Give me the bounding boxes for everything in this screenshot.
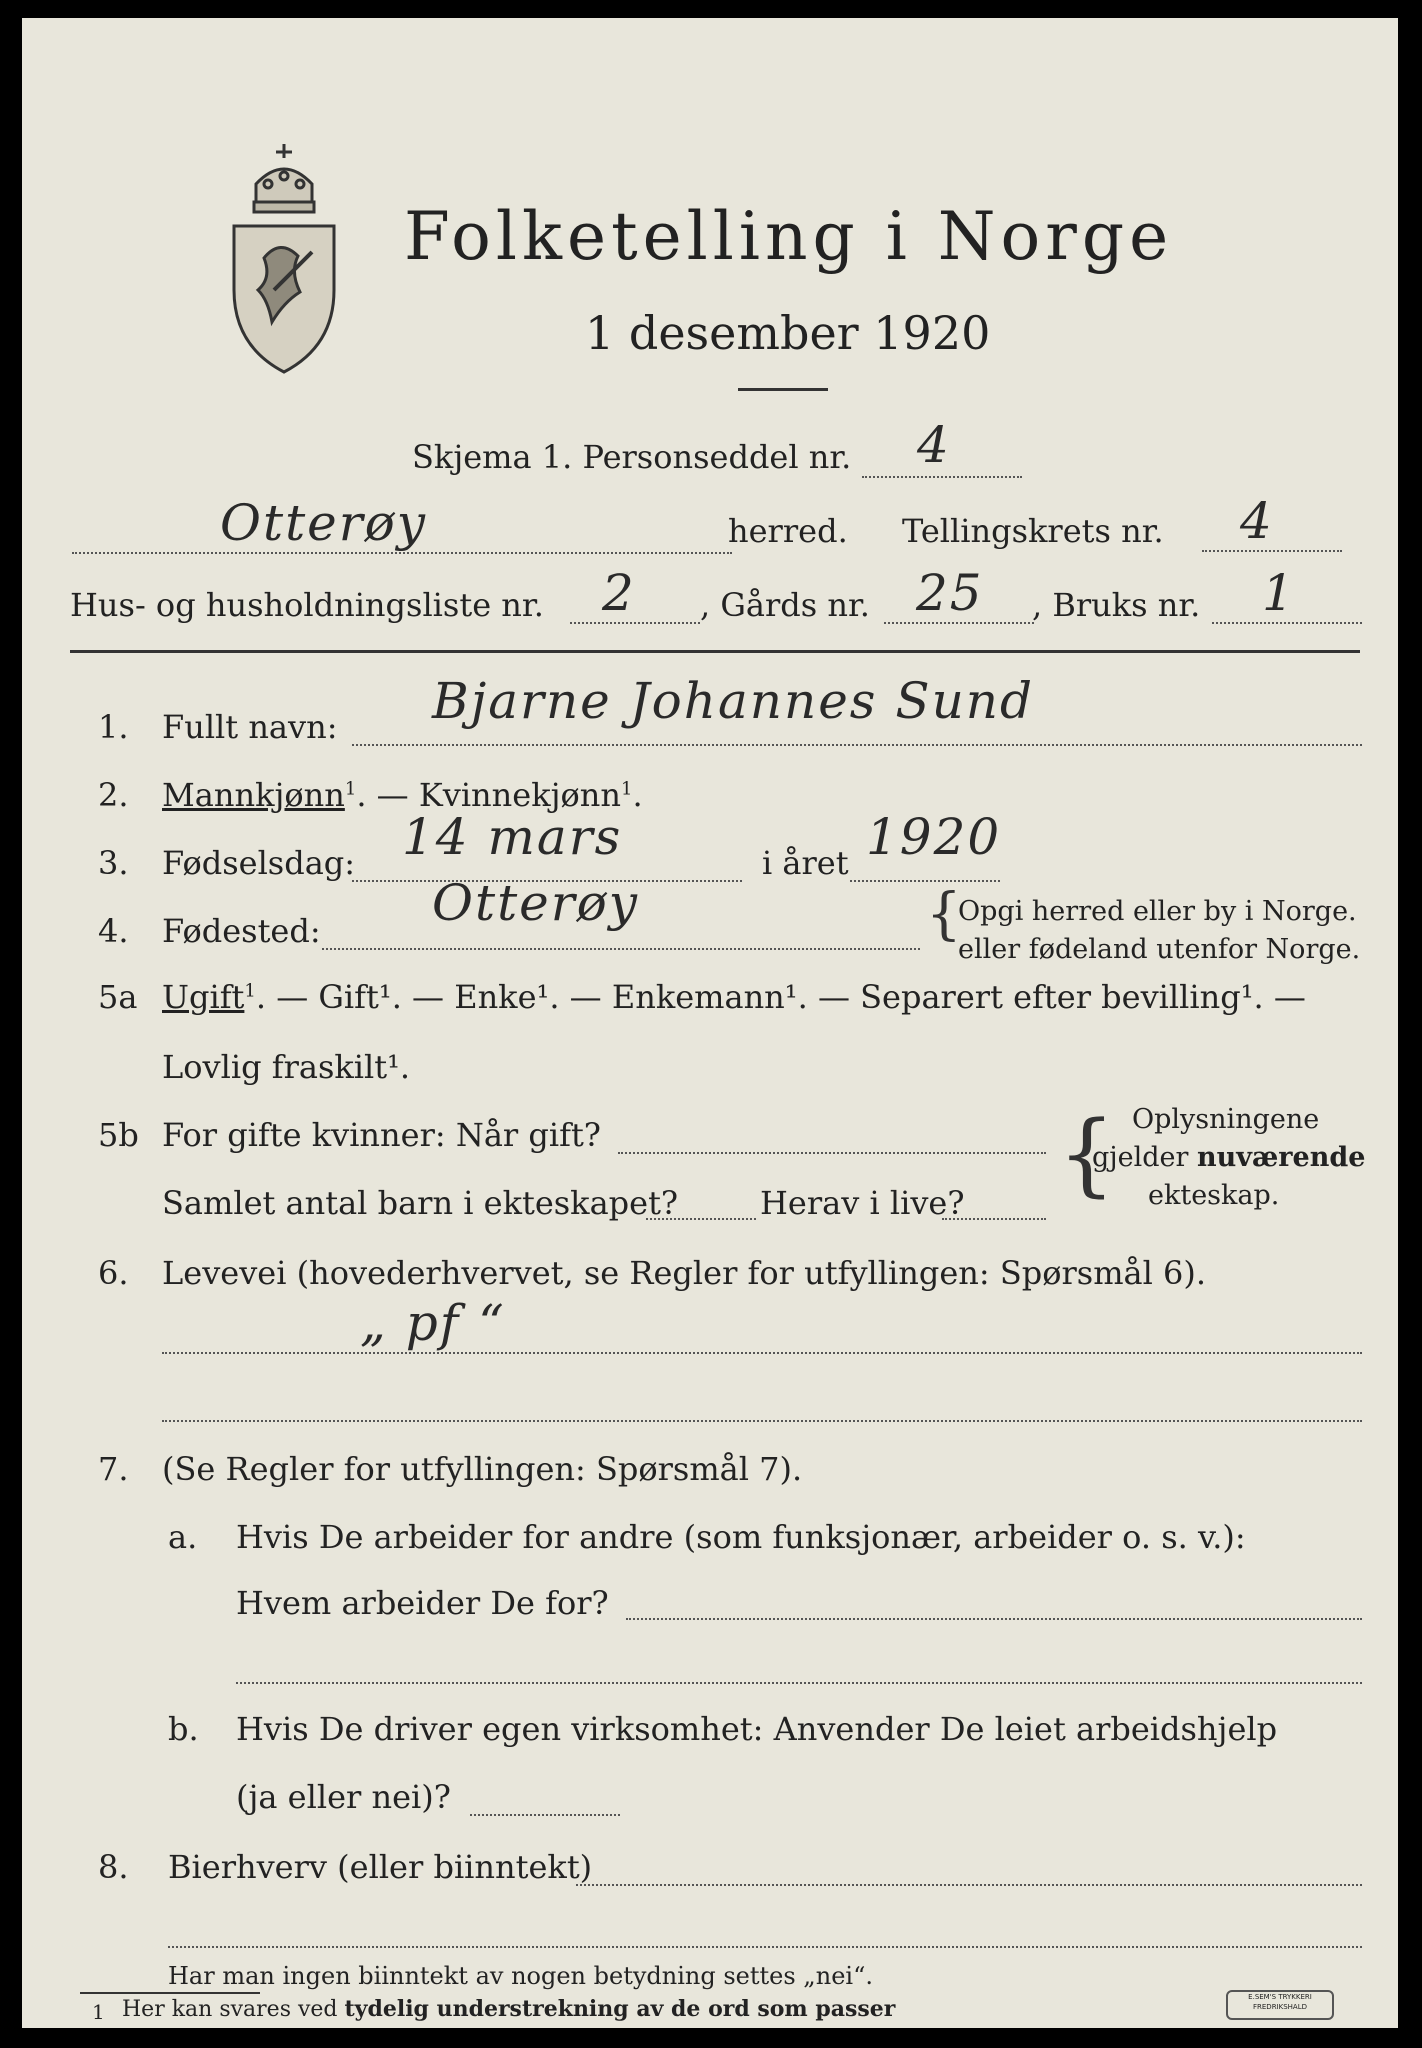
q3-year-label: i året — [762, 844, 849, 882]
q5b-note-2: gjelder nuværende — [1092, 1142, 1366, 1173]
footnote-text: Her kan svares ved tydelig understrekning av de ord som passer — [122, 1996, 896, 2022]
bruks-line — [1212, 622, 1362, 624]
q7-number: 7. — [98, 1450, 129, 1488]
q1-line — [352, 744, 1362, 746]
hus-nr-value[interactable]: 2 — [602, 564, 636, 622]
q7b-letter: b. — [168, 1710, 199, 1748]
q8-label: Bierhverv (eller biinntekt) — [168, 1848, 593, 1886]
q7a-line-2: Hvem arbeider De for? — [236, 1584, 609, 1622]
q4-label: Fødested: — [162, 912, 321, 950]
gards-label: , Gårds nr. — [700, 586, 870, 624]
q4-number: 4. — [98, 912, 129, 950]
q5b-number: 5b — [98, 1116, 139, 1154]
printer-stamp: E.SEM'S TRYKKERI FREDRIKSHALD — [1226, 1990, 1334, 2020]
q7b-answer-line — [470, 1814, 620, 1816]
q4-brace: { — [926, 882, 962, 947]
q3-label: Fødselsdag: — [162, 844, 356, 882]
title-divider — [738, 388, 828, 391]
q5b-label-2: Samlet antal barn i ekteskapet? — [162, 1184, 679, 1222]
q6-line-2 — [162, 1420, 1362, 1422]
tellingskrets-label: Tellingskrets nr. — [902, 512, 1164, 550]
q1-label: Fullt navn: — [162, 708, 338, 746]
q7-label: (Se Regler for utfyllingen: Spørsmål 7). — [162, 1450, 803, 1488]
header-rule — [70, 650, 1360, 653]
q5a-line2[interactable]: Lovlig fraskilt¹. — [162, 1048, 411, 1086]
q7a-line-1: Hvis De arbeider for andre (som funksjonær, arbeider o. s. v.): — [236, 1518, 1246, 1556]
q8-line-2 — [168, 1946, 1362, 1948]
q7a-extra-line — [236, 1682, 1362, 1684]
q5a-marital-options: Ugift$^1$. — Gift¹. — Enke¹. — Enkemann¹. — Separert efter bevilling¹. — — [162, 978, 1306, 1016]
q4-note-1: Opgi herred eller by i Norge. — [958, 896, 1357, 927]
q8-number: 8. — [98, 1848, 129, 1886]
q2-sex-options: Mannkjønn$^1$. — Kvinnekjønn$^1$. — [162, 776, 643, 814]
q5b-children-line — [646, 1218, 756, 1220]
tellingskrets-line — [1202, 550, 1342, 552]
q6-line-1 — [162, 1352, 1362, 1354]
q5b-married-line — [618, 1152, 1046, 1154]
occupation-value[interactable]: „ pf “ — [360, 1294, 506, 1352]
footnote-marker: 1 — [92, 2000, 105, 2024]
q5a-number: 5a — [98, 978, 138, 1016]
herred-label: herred. — [728, 512, 848, 550]
option-ugift[interactable]: Ugift — [162, 978, 245, 1016]
q6-label: Levevei (hovederhvervet, se Regler for utfyllingen: Spørsmål 6). — [162, 1254, 1207, 1292]
q7b-line-1: Hvis De driver egen virksomhet: Anvender De leiet arbeidshjelp — [236, 1710, 1278, 1748]
q5b-alive-line — [942, 1218, 1046, 1220]
herred-line — [72, 552, 732, 554]
footnote-rule — [80, 1992, 260, 1994]
skjema-label: Skjema 1. Personseddel nr. — [412, 438, 852, 476]
tellingskrets-nr-value[interactable]: 4 — [1240, 492, 1274, 550]
q5b-label-1: For gifte kvinner: Når gift? — [162, 1116, 601, 1154]
bruks-label: , Bruks nr. — [1032, 586, 1201, 624]
gards-nr-value[interactable]: 25 — [916, 564, 984, 622]
option-kvinnekjonn[interactable]: Kvinnekjønn — [418, 776, 621, 814]
q3-number: 3. — [98, 844, 129, 882]
hus-line — [570, 622, 700, 624]
q5b-brace: { — [1058, 1102, 1116, 1207]
birthplace-value[interactable]: Otterøy — [432, 874, 640, 932]
census-form-page — [22, 18, 1398, 2028]
q1-number: 1. — [98, 708, 129, 746]
q3-year-line — [850, 880, 1000, 882]
q2-number: 2. — [98, 776, 129, 814]
option-mannkjonn[interactable]: Mannkjønn — [162, 776, 345, 814]
q6-number: 6. — [98, 1254, 129, 1292]
herred-value[interactable]: Otterøy — [220, 494, 428, 552]
q5b-label-3: Herav i live? — [760, 1184, 965, 1222]
personseddel-nr-value[interactable]: 4 — [917, 416, 951, 474]
form-date: 1 desember 1920 — [585, 306, 991, 360]
birth-date-value[interactable]: 14 mars — [402, 808, 623, 866]
q5b-note-1: Oplysningene — [1132, 1104, 1320, 1135]
q7a-letter: a. — [168, 1518, 198, 1556]
hus-label: Hus- og husholdningsliste nr. — [70, 586, 544, 624]
q5b-note-3: ekteskap. — [1148, 1180, 1280, 1211]
personseddel-line — [862, 476, 1022, 478]
q7a-employer-line — [626, 1618, 1362, 1620]
birth-year-value[interactable]: 1920 — [866, 808, 1002, 866]
q4-note-2: eller fødeland utenfor Norge. — [958, 934, 1361, 965]
form-title: Folketelling i Norge — [404, 198, 1174, 275]
bruks-nr-value[interactable]: 1 — [1262, 564, 1296, 622]
gards-line — [884, 622, 1034, 624]
biinntekt-note: Har man ingen biinntekt av nogen betydning settes „nei“. — [168, 1962, 873, 1990]
coat-of-arms-icon — [228, 140, 340, 376]
q7b-line-2: (ja eller nei)? — [236, 1778, 451, 1816]
full-name-value[interactable]: Bjarne Johannes Sund — [432, 672, 1035, 730]
q4-line — [322, 948, 920, 950]
q8-line-1 — [576, 1884, 1362, 1886]
